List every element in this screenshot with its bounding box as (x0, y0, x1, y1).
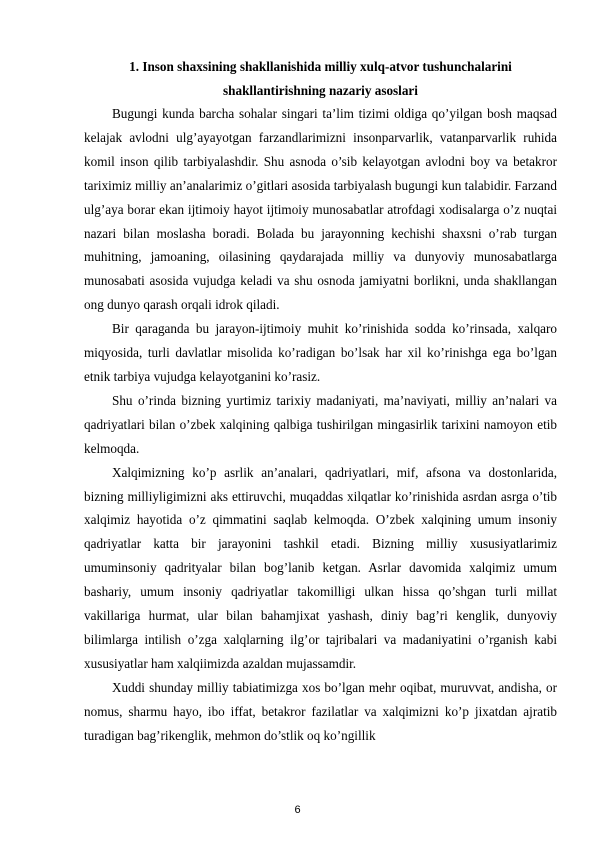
document-page (84, 55, 557, 747)
paragraph-4: Xalqimizning ko’p asrlik an’analari, qadriyatlari, mif, afsona va dostonlarida, bizning milliyligimizni aks ettiruvchi, muqaddas xilqatlar ko’rinishida asrdan asrga o’tib xalqimiz hayotida o’z qimmatini saqlab kelmoqda. O’zbek xalqining umum insoniy qadriyatlar katta bir jarayonini tashkil etadi. Bizning milliy xususiyatlarimiz umuminsoniy qadrityalar bilan bog’lanib ketgan. Asrlar davomida xalqimiz umum bashariy, umum insoniy qadriyatlar takomilligi ulkan hissa qo’shgan turli millat vakillariga hurmat, ular bilan bahamjixat yashash, diniy bag’ri kenglik, dunyoviy bilimlarga intilish o’zga xalqlarning ilg’or tajribalari va madaniyatini o’rganish kabi xususiyatlar ham xalqiimizda azaldan mujassamdir. (84, 464, 557, 671)
paragraph-1: Bugungi kunda barcha sohalar singari ta’lim tizimi oldiga qo’yilgan bosh maqsad kelajak avlodni ulg’ayayotgan farzandlarimizni insonparvarlik, vatanparvarlik ruhida komil inson qilib tarbiyalashdir. Shu asnoda o’sib kelayotgan avlodni boy va betakror tariximiz milliy an’analarimiz o’gitlari asosida tarbiyalash bugungi kun talabidir. Farzand ulg’aya borar ekan ijtimoiy hayot ijtimoiy munosabatlar atrofdagi xodisalarga o’z nuqtai nazari bilan moslasha boradi. Bolada bu jarayonning kechishi shaxsni o’rab turgan muhitning, jamoaning, oilasining qaydarajada milliy va dunyoviy munosabatlarga munosabati asosida vujudga keladi va shu osnoda jamiyatni borlikni, unda shakllangan ong dunyo qarash orqali idrok qiladi. (84, 106, 557, 313)
section-heading-line-1: 1. Inson shaxsining shakllanishida milliy xulq-atvor tushunchalarini (129, 59, 512, 74)
paragraph-3: Shu o’rinda bizning yurtimiz tarixiy madaniyati, ma’naviyati, milliy an’nalari va qadriyatlari bilan o’zbek xalqining qalbiga tushirilgan mingasirlik tarixini namoyon etib kelmoqda. (84, 392, 557, 456)
paragraph-5: Xuddi shunday milliy tabiatimizga xos bo’lgan mehr oqibat, muruvvat, andisha, or nomus, sharmu hayo, ibo iffat, betakror fazilatlar va xalqimizni ko’p jixatdan ajratib turadigan bag’rikenglik, mehmon do’stlik oq ko’ngillik (84, 679, 557, 743)
paragraph-2: Bir qaraganda bu jarayon-ijtimoiy muhit ko’rinishida sodda ko’rinsada, xalqaro miqyosida, turli davlatlar misolida ko’radigan bo’lsak har xil ko’rinishga ega bo’lgan etnik tarbiya vujudga kelayotganini ko’rasiz. (84, 321, 557, 384)
section-heading-line-2: shakllantirishning nazariy asoslari (223, 82, 418, 98)
page-number: 6 (294, 804, 301, 816)
